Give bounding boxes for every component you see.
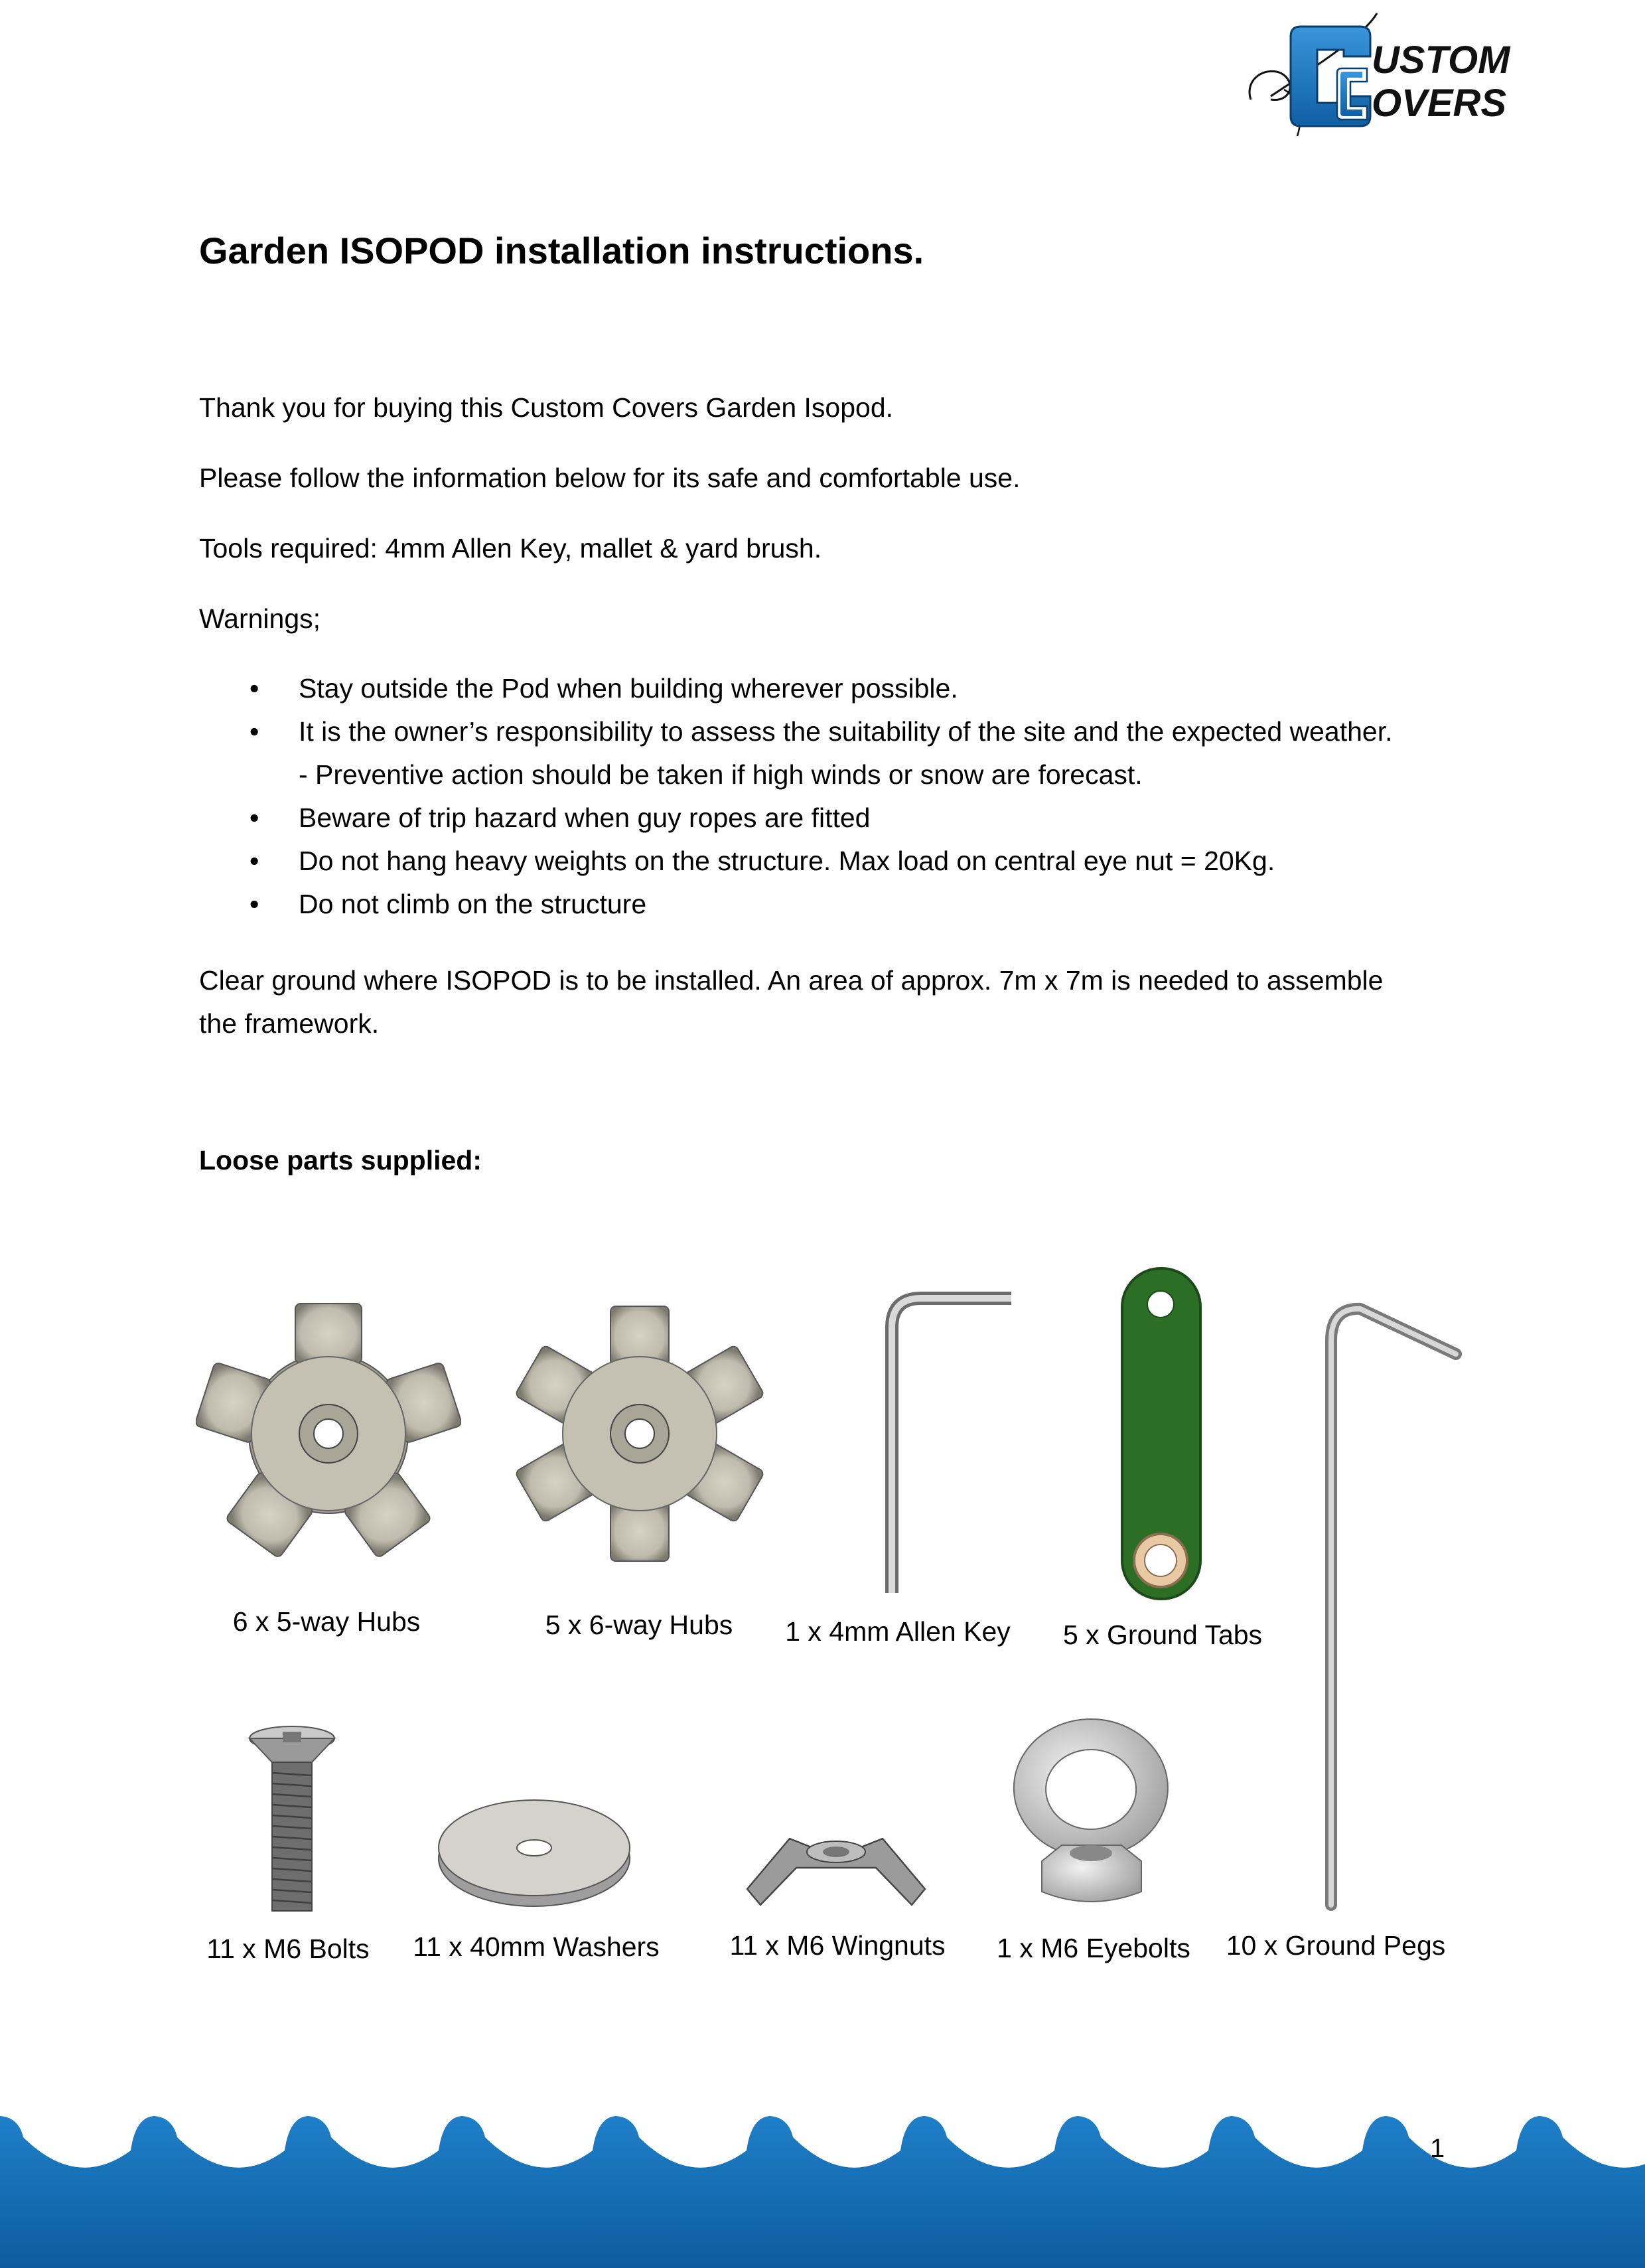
caption-6-way-hubs: 5 x 6-way Hubs (545, 1610, 733, 1640)
warning-item (199, 710, 1393, 796)
m6-bolt-image (246, 1722, 338, 1915)
parts-heading: Loose parts supplied: (199, 1145, 482, 1175)
clear-ground-line: Clear ground where ISOPOD is to be installed. An area of approx. 7m x 7m is needed to assemble (199, 965, 1384, 996)
custom-covers-logo (1244, 10, 1563, 143)
caption-ground-tabs: 5 x Ground Tabs (1062, 1620, 1263, 1650)
bullet-dot: • (250, 673, 259, 704)
caption-m6-bolts: 11 x M6 Bolts (206, 1933, 370, 1964)
intro-thanks: Thank you for buying this Custom Covers Garden Isopod. (199, 392, 894, 423)
allen-key-image (863, 1288, 1029, 1606)
caption-allen-key: 1 x 4mm Allen Key (785, 1616, 1011, 1647)
page-title: Garden ISOPOD installation instructions. (199, 230, 924, 271)
warning-item (199, 883, 1393, 926)
warning-item (199, 667, 1393, 710)
warning-text: Do not climb on the structure (299, 889, 647, 919)
warning-text: Beware of trip hazard when guy ropes are fitted (299, 802, 871, 833)
bullet-dot: • (250, 802, 259, 833)
page-number: 1 (1430, 2134, 1445, 2163)
caption-5-way-hubs: 6 x 5-way Hubs (232, 1606, 421, 1637)
warning-item (199, 796, 1393, 840)
intro-follow-info: Please follow the information below for its safe and comfortable use. (199, 463, 1021, 493)
caption-eyebolts: 1 x M6 Eyebolts (997, 1933, 1190, 1963)
tools-required: Tools required: 4mm Allen Key, mallet & yard brush. (199, 533, 822, 564)
six-way-hub-image (511, 1301, 770, 1566)
warnings-list (199, 667, 1393, 926)
warnings-heading: Warnings; (199, 603, 321, 634)
five-way-hub-image (196, 1301, 461, 1560)
wingnut-image (737, 1812, 936, 1912)
caption-washers: 11 x 40mm Washers (413, 1931, 660, 1962)
washer-image (435, 1785, 634, 1912)
warning-text: Do not hang heavy weights on the structure. Max load on central eye nut = 20Kg. (299, 846, 1275, 876)
footer-wave-band (0, 2111, 1645, 2268)
clear-ground-line: the framework. (199, 1008, 380, 1039)
warning-text: Stay outside the Pod when building wherever possible. (299, 673, 958, 704)
caption-wingnuts: 11 x M6 Wingnuts (729, 1930, 946, 1961)
bullet-dot: • (250, 889, 259, 919)
caption-ground-pegs: 10 x Ground Pegs (1226, 1930, 1446, 1961)
ground-tab-image (1118, 1264, 1204, 1603)
logo-text-bottom: OVERS (1372, 82, 1507, 125)
bullet-dot: • (250, 846, 259, 876)
eyebolt-image (1002, 1712, 1181, 1912)
warning-item (199, 840, 1393, 883)
clear-ground-text (199, 959, 1383, 1045)
warning-text: It is the owner’s responsibility to assess the suitability of the site and the expected weather. (299, 716, 1393, 747)
bullet-dot: • (250, 716, 259, 747)
warning-continuation: - Preventive action should be taken if high winds or snow are forecast. (299, 759, 1143, 790)
logo-text-top: USTOM (1372, 38, 1510, 82)
ground-peg-image (1307, 1288, 1466, 1912)
